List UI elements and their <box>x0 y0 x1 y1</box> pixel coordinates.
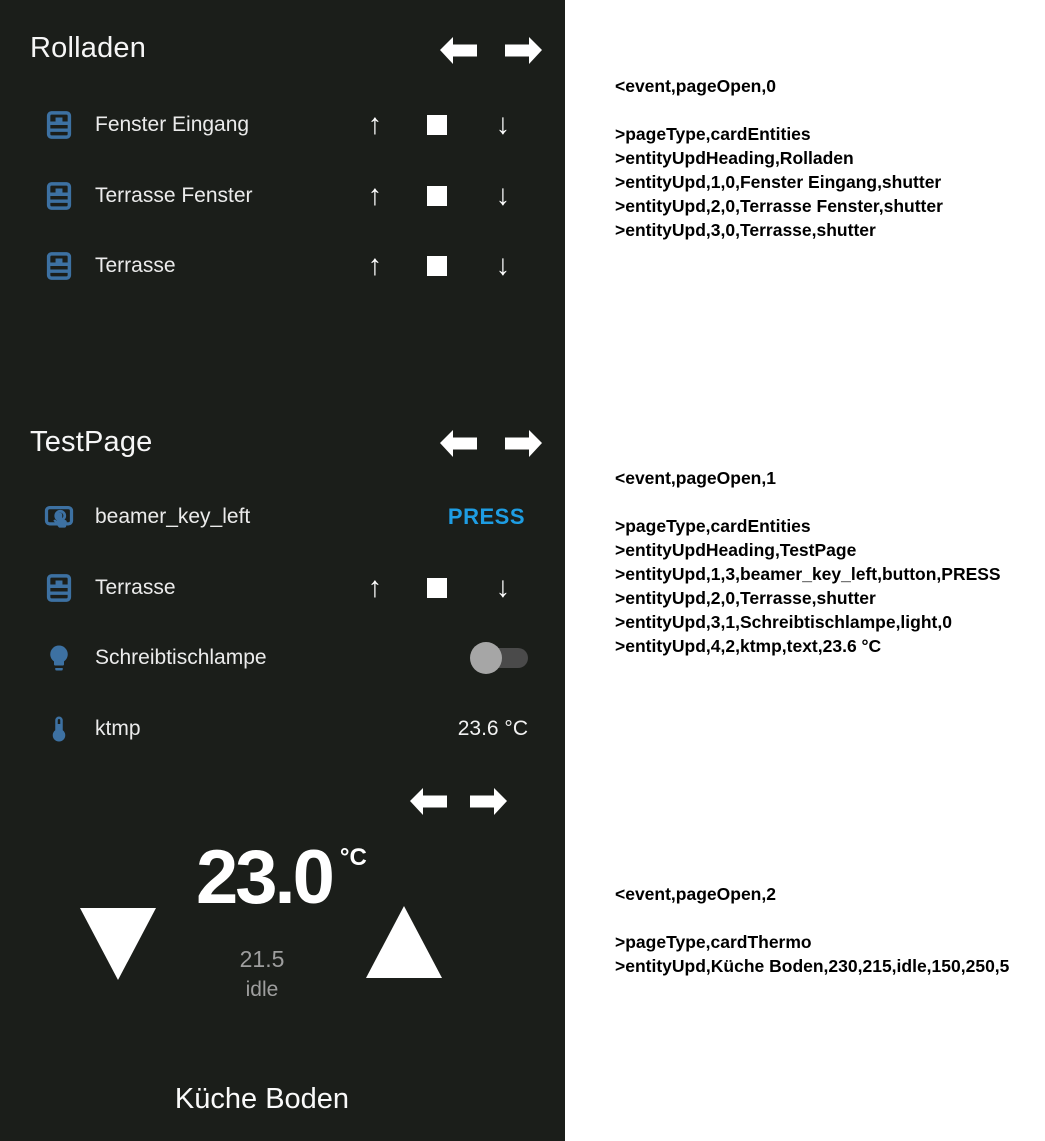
arrow-right-bold-icon <box>470 786 507 817</box>
light-toggle-switch[interactable] <box>470 642 528 674</box>
log-line: >entityUpd,2,0,Terrasse Fenster,shutter <box>615 196 943 216</box>
window-shutter-icon <box>44 110 74 140</box>
thermo-setpoint: 21.5 <box>239 946 285 972</box>
shutter-down-button[interactable]: ↓ <box>495 249 511 282</box>
window-shutter-icon <box>44 251 74 281</box>
thermo-current-temperature <box>196 835 367 920</box>
entity-row-schreibtischlampe <box>0 629 565 687</box>
entity-row-fenster-eingang <box>0 96 565 154</box>
shutter-stop-button[interactable] <box>427 256 447 276</box>
thermometer-icon <box>44 714 74 744</box>
thermo-temp-value: 23.0 <box>196 835 332 920</box>
log-block-page2 <box>615 882 1040 978</box>
log-line: >entityUpd,Küche Boden,230,215,idle,150,250,5 <box>615 956 1010 976</box>
entity-row-beamer-key-left <box>0 488 565 546</box>
entity-label: Fenster Eingang <box>95 113 250 136</box>
log-gap <box>615 906 1040 930</box>
gesture-tap-button-icon <box>44 502 74 532</box>
triangle-down-icon <box>80 908 156 980</box>
page-prev-button[interactable] <box>410 786 447 817</box>
shutter-stop-button[interactable] <box>427 115 447 135</box>
entity-label: Schreibtischlampe <box>95 646 267 669</box>
entity-row-terrasse <box>0 237 565 295</box>
page-prev-button[interactable] <box>440 428 477 459</box>
lightbulb-icon <box>44 643 74 673</box>
entity-row-terrasse <box>0 559 565 617</box>
press-button[interactable]: PRESS <box>447 504 525 529</box>
log-block-page1 <box>615 466 1040 658</box>
entity-row-ktmp <box>0 700 565 758</box>
shutter-down-button[interactable]: ↓ <box>495 108 511 141</box>
arrow-left-bold-icon <box>440 428 477 459</box>
thermo-state: idle <box>245 978 279 1001</box>
log-line: >entityUpd,4,2,ktmp,text,23.6 °C <box>615 636 882 656</box>
card-heading-rolladen: Rolladen <box>30 32 147 64</box>
log-line: >pageType,cardEntities <box>615 124 811 144</box>
log-line: >entityUpd,3,0,Terrasse,shutter <box>615 220 876 240</box>
log-line: >entityUpd,1,3,beamer_key_left,button,PRESS <box>615 564 1001 584</box>
entity-label: Terrasse <box>95 576 176 599</box>
shutter-up-button[interactable]: ↑ <box>367 179 383 212</box>
page-next-button[interactable] <box>505 35 542 66</box>
log-line: >entityUpd,3,1,Schreibtischlampe,light,0 <box>615 612 952 632</box>
shutter-down-button[interactable]: ↓ <box>495 571 511 604</box>
log-line: >entityUpdHeading,TestPage <box>615 540 857 560</box>
arrow-left-bold-icon <box>440 35 477 66</box>
entity-label: beamer_key_left <box>95 505 251 528</box>
thermo-temp-down-button[interactable] <box>80 908 156 980</box>
thermo-temp-unit: °C <box>339 844 367 871</box>
window-shutter-icon <box>44 573 74 603</box>
entity-label: Terrasse Fenster <box>95 184 253 207</box>
shutter-up-button[interactable]: ↑ <box>367 249 383 282</box>
page-next-button[interactable] <box>470 786 507 817</box>
shutter-up-button[interactable]: ↑ <box>367 108 383 141</box>
temperature-value: 23.6 °C <box>457 717 528 740</box>
entity-label: Terrasse <box>95 254 176 277</box>
shutter-stop-button[interactable] <box>427 186 447 206</box>
log-line: >entityUpd,1,0,Fenster Eingang,shutter <box>615 172 942 192</box>
toggle-knob <box>470 642 502 674</box>
shutter-up-button[interactable]: ↑ <box>367 571 383 604</box>
log-gap <box>615 490 1040 514</box>
log-line: >entityUpdHeading,Rolladen <box>615 148 854 168</box>
arrow-right-bold-icon <box>505 35 542 66</box>
entity-label: ktmp <box>95 717 141 740</box>
thermo-entity-title: Küche Boden <box>174 1083 350 1115</box>
window-shutter-icon <box>44 181 74 211</box>
card-heading-testpage: TestPage <box>30 426 153 458</box>
log-line: >pageType,cardEntities <box>615 516 811 536</box>
page-prev-button[interactable] <box>440 35 477 66</box>
log-block-page0 <box>615 74 1040 242</box>
triangle-up-icon <box>366 906 442 978</box>
log-line: <event,pageOpen,2 <box>615 884 776 904</box>
log-line: <event,pageOpen,1 <box>615 468 776 488</box>
log-gap <box>615 98 1040 122</box>
arrow-right-bold-icon <box>505 428 542 459</box>
page-next-button[interactable] <box>505 428 542 459</box>
log-line: >entityUpd,2,0,Terrasse,shutter <box>615 588 876 608</box>
shutter-stop-button[interactable] <box>427 578 447 598</box>
arrow-left-bold-icon <box>410 786 447 817</box>
shutter-down-button[interactable]: ↓ <box>495 179 511 212</box>
log-line: >pageType,cardThermo <box>615 932 812 952</box>
thermo-temp-up-button[interactable] <box>366 906 442 978</box>
log-line: <event,pageOpen,0 <box>615 76 776 96</box>
entity-row-terrasse-fenster <box>0 167 565 225</box>
